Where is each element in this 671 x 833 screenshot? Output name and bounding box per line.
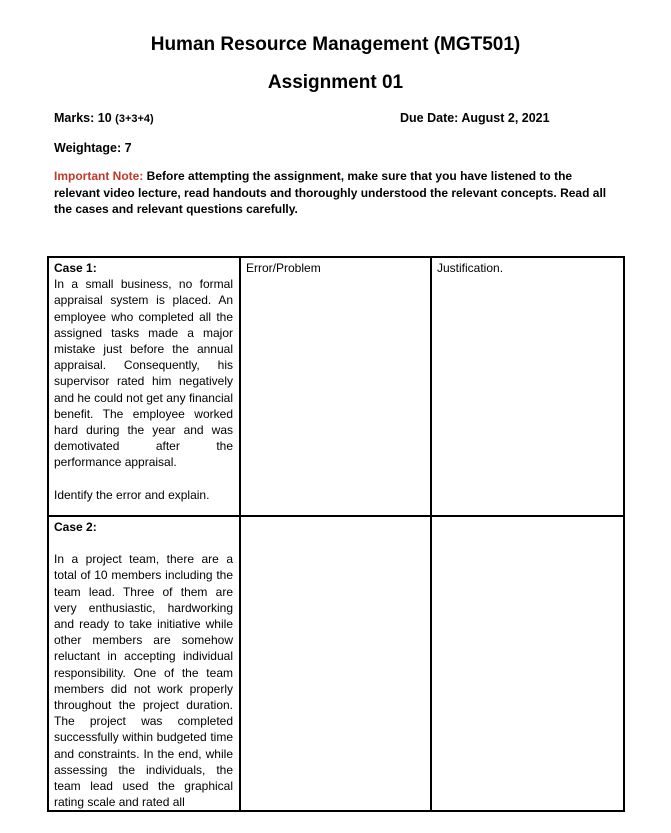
case-1-justification-cell — [431, 257, 624, 516]
case-1-text: In a small business, no formal appraisal system is placed. An employee who completed all the assigned tasks made a major mistake just before the annual appraisal. Consequently, his supervisor rated him negatively and he could not get any financial benefit. The employee worked hard during the year and was demotivated after the performance appraisal. — [54, 277, 233, 470]
marks-label: Marks: 10 — [54, 111, 112, 125]
cases-table — [47, 256, 625, 812]
document-title: Human Resource Management (MGT501) — [150, 34, 521, 55]
case-1-cell — [48, 257, 240, 516]
weightage: Weightage: 7 — [54, 141, 132, 155]
case-1-title: Case 1: — [54, 261, 97, 275]
case-2-text: In a project team, there are a total of 10 members including the team lead. Three of them are very enthusiastic, hardworking and ready to take initiative while other members are somehow reluctant in accepting individual responsibility. One of the team members did not work properly throughout the project duration. The project was completed successfully within budgeted time and constraints. In the end, while assessing the individuals, the team lead used the graphical rating scale and rated all — [54, 552, 233, 810]
important-note — [54, 168, 619, 218]
error-problem-header: Error/Problem — [246, 261, 321, 275]
justification-header: Justification. — [437, 261, 504, 275]
due-date: Due Date: August 2, 2021 — [400, 111, 550, 125]
case-2-title: Case 2: — [54, 520, 97, 534]
table-row — [48, 516, 624, 811]
assignment-title: Assignment 01 — [267, 72, 404, 93]
case-1-question: Identify the error and explain. — [54, 487, 210, 502]
case-2-error-cell — [240, 516, 431, 811]
important-note-text: Before attempting the assignment, make sure that you have listened to the relevant video lecture, read handouts and thoroughly understood the relevant concepts. Read all the cases and relevant questions carefully. — [54, 169, 607, 216]
important-note-label: Important Note: — [54, 169, 144, 183]
table-row — [48, 257, 624, 516]
case-1-error-cell — [240, 257, 431, 516]
marks-breakdown: (3+3+4) — [115, 113, 154, 125]
case-2-cell — [48, 516, 240, 811]
marks — [54, 111, 154, 125]
case-2-justification-cell — [431, 516, 624, 811]
